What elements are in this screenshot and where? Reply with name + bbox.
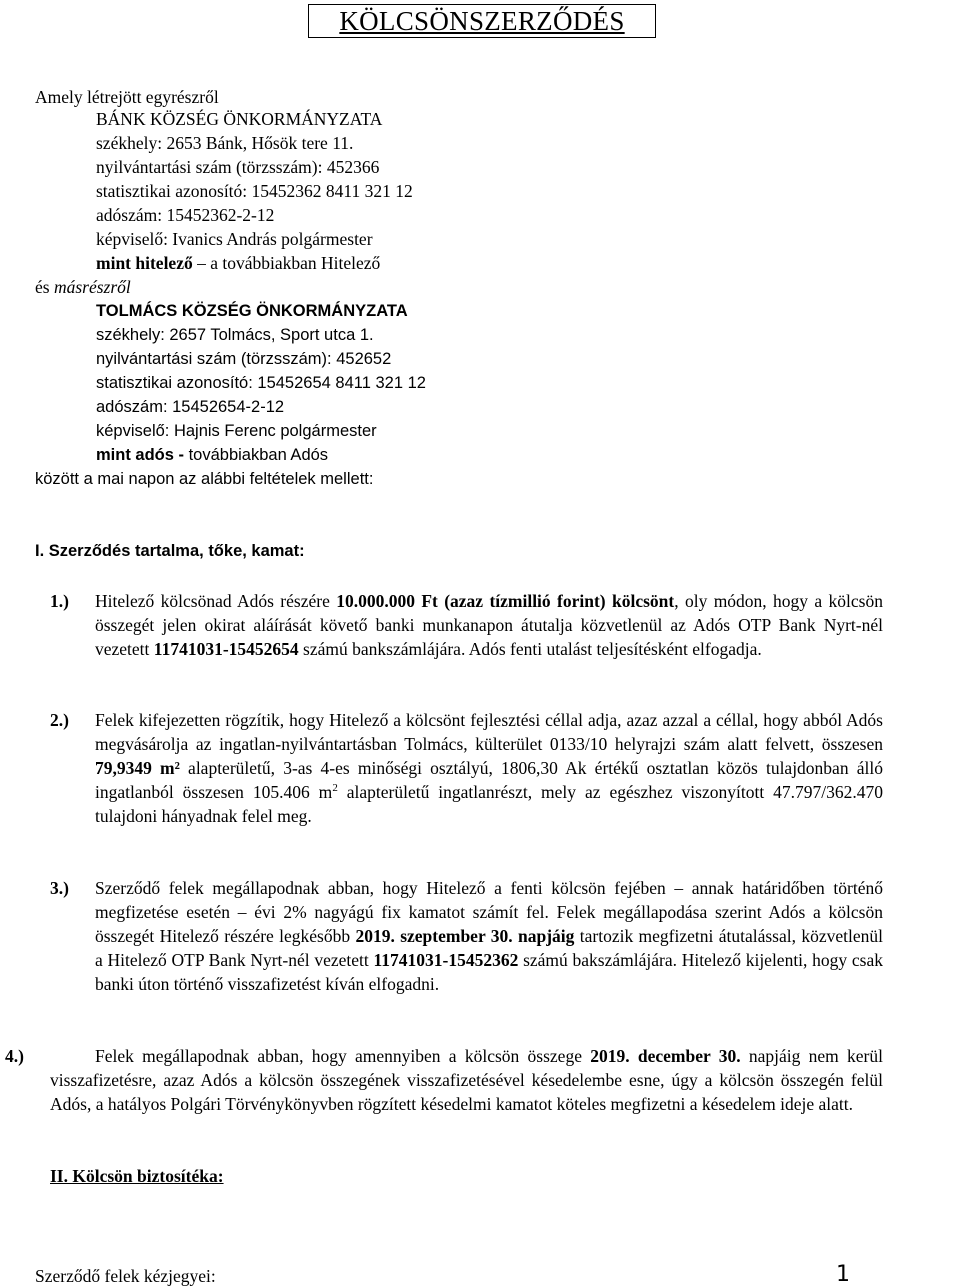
- p1-text-1: Hitelező kölcsönad Adós részére: [95, 591, 337, 611]
- debtor-registry-number: nyilvántartási szám (törzsszám): 452652: [96, 350, 392, 368]
- paragraph-3-number: 3.): [50, 878, 69, 898]
- p2-text-2: alapterületű, 3-as 4-es minőségi osztályú, 1806,30 Ak értékű osztatlan közös tulajdonban álló ingatlanból összesen 105.406 m: [95, 758, 883, 802]
- loan-amount: 10.000.000 Ft (azaz tízmillió forint) kölcsönt: [336, 591, 675, 611]
- creditor-role: [96, 252, 380, 274]
- p1-text-3: számú bankszámlájára. Adós fenti utalást teljesítésként elfogadja.: [298, 639, 762, 659]
- creditor-representative: képviselő: Ivanics András polgármester: [96, 229, 373, 249]
- creditor-tax-number: adószám: 15452362-2-12: [96, 205, 275, 225]
- section-2-heading: II. Kölcsön biztosítéka:: [50, 1166, 224, 1186]
- paragraph-4: [5, 1044, 883, 1116]
- paragraph-2-number: 2.): [50, 710, 69, 730]
- p2-text-3: alapterületű ingatlanrészt, mely az egészhez viszonyított 47.797/362.470 tulajdoni hányadnak felel meg.: [95, 782, 884, 826]
- p2-text-1: Felek kifejezetten rögzítik, hogy Hitelező a kölcsönt fejlesztési céllal adja, azaz azzal a céllal, hogy abból Adós megvásárolja az ingatlan-nyilvántartásban Tolmács, külterület 0133/10 helyrajzi szám alatt felvett, összesen: [95, 710, 883, 754]
- late-deadline: 2019. december 30.: [590, 1046, 741, 1066]
- debtor-role-text: továbbiakban Adós: [184, 446, 329, 464]
- creditor-registry-number: nyilvántartási szám (törzsszám): 452366: [96, 157, 380, 177]
- creditor-account-number: 11741031-15452362: [373, 950, 519, 970]
- debtor-representative: képviselő: Hajnis Ferenc polgármester: [96, 422, 377, 440]
- debtor-seat: székhely: 2657 Tolmács, Sport utca 1.: [96, 326, 374, 344]
- and-line: [35, 276, 131, 298]
- paragraph-2: [95, 708, 883, 828]
- area-value: 79,9349 m²: [95, 758, 180, 778]
- paragraph-1-number: 1.): [50, 591, 69, 611]
- intro-text: Amely létrejött egyrészről: [35, 87, 219, 107]
- debtor-tax-number: adószám: 15452654-2-12: [96, 398, 285, 416]
- paragraph-1: [95, 589, 883, 661]
- paragraph-4-number: 4.): [5, 1046, 24, 1066]
- creditor-role-text: – a továbbiakban Hitelező: [192, 253, 381, 273]
- debtor-role: [96, 444, 328, 466]
- p2-superscript: 2: [332, 782, 338, 795]
- debtor-account-number: 11741031-15452654: [153, 639, 299, 659]
- document-title: KÖLCSÖNSZERZŐDÉS: [339, 6, 625, 36]
- repayment-deadline: 2019. szeptember 30. napjáig: [355, 926, 575, 946]
- p4-text-1: Felek megállapodnak abban, hogy amennyiben a kölcsön összege: [95, 1046, 591, 1066]
- debtor-stat-id: statisztikai azonosító: 15452654 8411 321 12: [96, 374, 426, 392]
- paragraph-3: [95, 876, 883, 996]
- p3-text-3: számú bakszámlájára. Hitelező kijelenti, hogy csak banki úton történő visszafizetést kíván elfogadni.: [95, 950, 883, 994]
- page-number: 1: [836, 1262, 850, 1287]
- debtor-name: TOLMÁCS KÖZSÉG ÖNKORMÁNYZATA: [96, 302, 408, 320]
- and-prefix: és: [35, 277, 54, 297]
- and-italic: másrészről: [53, 277, 131, 297]
- creditor-role-bold: mint hitelező: [96, 253, 193, 273]
- debtor-role-bold: mint adós -: [96, 446, 185, 464]
- section-1-heading: I. Szerződés tartalma, tőke, kamat:: [35, 542, 305, 560]
- creditor-name: BÁNK KÖZSÉG ÖNKORMÁNYZATA: [96, 109, 383, 129]
- document-title-box: [308, 4, 656, 38]
- between-text: között a mai napon az alábbi feltételek mellett:: [35, 470, 374, 488]
- p3-text-1: Szerződő felek megállapodnak abban, hogy Hitelező a fenti kölcsön fejében – annak határidőben történő megfizetése esetén – évi 2% nagyágú fix kamatot számít fel. Felek megállapodása szerint Adós a kölcsön összegét Hitelező részére legkésőbb: [95, 878, 883, 946]
- p3-text-2: tartozik megfizetni átutalással, közvetlenül a Hitelező OTP Bank Nyrt-nél vezetett: [95, 926, 883, 970]
- p1-text-2: , oly módon, hogy a kölcsön összegét jelen okirat aláírását követő banki munkanapon átutalja közvetlenül az Adós OTP Bank Nyrt-nél vezetett: [95, 591, 883, 659]
- p4-text-2: napjáig nem kerül visszafizetésre, azaz Adós a kölcsön összegének visszafizetésével késedelembe esne, úgy a kölcsön összegén felül Adós, a hatályos Polgári Törvénykönyvben rögzített késedelmi kamatot köteles megfizetni a késedelem ideje alatt.: [50, 1046, 883, 1114]
- creditor-stat-id: statisztikai azonosító: 15452362 8411 321 12: [96, 181, 413, 201]
- footer-signatures-label: Szerződő felek kézjegyei:: [35, 1266, 216, 1286]
- creditor-seat: székhely: 2653 Bánk, Hősök tere 11.: [96, 133, 354, 153]
